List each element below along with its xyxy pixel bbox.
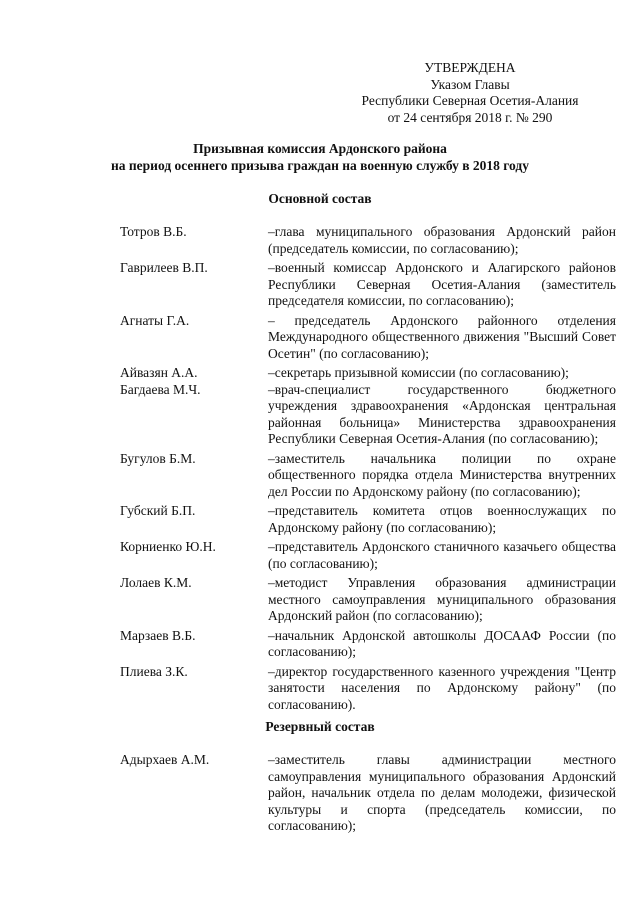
member-name: Корниенко Ю.Н. [120,539,216,554]
member-name: Гаврилеев В.П. [120,260,208,275]
member-name: Марзаев В.Б. [120,627,196,643]
reserve-composition-heading: Резервный состав [265,719,375,734]
member-role: –врач-специалист государственного бюджетного учреждения здравоохранения «Ардонская центральная районная больница» Министерства здравоохранения Республики Северная Осетия-Алания (по согласованию); [268,381,616,446]
member-role: –заместитель начальника полиции по охране общественного порядка отдела Министерства внутренних дел России по Ардонскому району (по согласованию); [268,450,616,499]
member-name: Адырхаев А.М. [120,752,210,767]
approval-line-3: Республики Северная Осетия-Алания [361,93,579,108]
member-role: –начальник Ардонской автошколы ДОСААФ России (по согласованию); [268,627,616,659]
member-role: –секретарь призывной комиссии (по согласованию); [268,365,569,380]
approval-line-1: УТВЕРЖДЕНА [424,60,516,75]
member-role: –методист Управления образования администрации местного самоуправления муниципального образования Ардонский район (по согласованию); [268,575,616,623]
title-line-1: Призывная комиссия Ардонского района [193,141,447,156]
member-row [120,260,616,310]
member-row [120,382,616,448]
member-role: –военный комиссар Ардонского и Алагирского районов Республики Северная Осетия-Алания (заместитель председателя комиссии, по согласованию); [268,260,616,308]
member-name: Бугулов Б.М. [120,450,196,466]
member-row [120,365,616,382]
member-row [120,752,616,835]
member-role: –представитель Ардонского станичного казачьего общества (по согласованию); [268,539,616,571]
member-role: –директор государственного казенного учреждения "Центр занятости населения по Ардонскому району" (по согласованию). [268,663,616,712]
member-name: Агнаты Г.А. [120,312,190,328]
member-name: Багдаева М.Ч. [120,381,201,397]
member-role: – председатель Ардонского районного отделения Международного общественного движения "Высший Совет Осетин" (по согласованию); [268,312,616,361]
reserve-members-list [120,752,616,838]
member-name: Плиева З.К. [120,663,188,679]
member-role: –заместитель главы администрации местного самоуправления муниципального образования Ардонский район, начальник отдела по делам молодежи, физической культуры и спорта (председатель комиссии, по согласованию); [268,752,616,833]
member-name: Лолаев К.М. [120,575,192,590]
member-row [120,224,616,257]
document-title [100,140,540,174]
member-row [120,539,616,572]
approval-line-2: Указом Главы [430,76,510,92]
approval-line-4: от 24 сентября 2018 г. № 290 [387,109,553,125]
member-role: –представитель комитета отцов военнослужащих по Ардонскому району (по согласованию); [268,503,616,535]
main-composition-heading: Основной состав [268,191,372,206]
approval-stamp [340,60,600,126]
title-line-2: на период осеннего призыва граждан на военную службу в 2018 году [111,158,529,173]
member-row [120,664,616,714]
member-row [120,451,616,501]
member-name: Губский Б.П. [120,503,196,518]
member-row [120,503,616,536]
member-row [120,313,616,363]
member-name: Тотров В.Б. [120,224,187,239]
member-row [120,575,616,625]
member-role: –глава муниципального образования Ардонский район (председатель комиссии, по согласованию); [268,224,616,256]
member-row [120,628,616,661]
member-name: Айвазян А.А. [120,365,198,380]
main-members-list [120,224,616,716]
